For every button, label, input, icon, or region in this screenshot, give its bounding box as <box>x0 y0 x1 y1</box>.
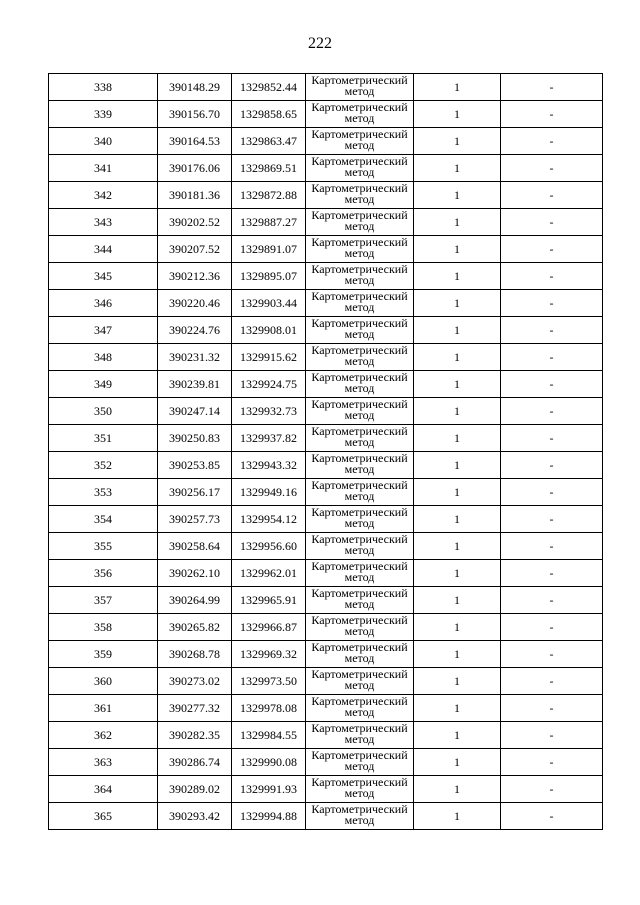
method-cell <box>306 344 414 371</box>
method-cell <box>306 182 414 209</box>
table-row <box>49 533 603 560</box>
note-cell: - <box>501 776 603 803</box>
method-text: Картометрический метод <box>311 74 408 98</box>
point-number-cell: 342 <box>49 182 158 209</box>
x-coordinate-cell: 390231.32 <box>158 344 232 371</box>
point-number-cell: 339 <box>49 101 158 128</box>
y-coordinate-cell: 1329994.88 <box>232 803 306 830</box>
precision-cell: 1 <box>414 641 501 668</box>
point-number-cell: 338 <box>49 74 158 101</box>
method-cell <box>306 560 414 587</box>
method-text: Картометрический метод <box>311 803 408 827</box>
method-text: Картометрический метод <box>311 641 408 665</box>
table-row <box>49 587 603 614</box>
precision-cell: 1 <box>414 74 501 101</box>
note-cell: - <box>501 452 603 479</box>
y-coordinate-cell: 1329937.82 <box>232 425 306 452</box>
method-cell <box>306 371 414 398</box>
method-text: Картометрический метод <box>311 614 408 638</box>
method-text: Картометрический метод <box>311 479 408 503</box>
table-row <box>49 290 603 317</box>
note-cell: - <box>501 560 603 587</box>
x-coordinate-cell: 390256.17 <box>158 479 232 506</box>
y-coordinate-cell: 1329969.32 <box>232 641 306 668</box>
precision-cell: 1 <box>414 425 501 452</box>
method-cell <box>306 479 414 506</box>
y-coordinate-cell: 1329984.55 <box>232 722 306 749</box>
table-row <box>49 155 603 182</box>
table-row <box>49 236 603 263</box>
precision-cell: 1 <box>414 695 501 722</box>
x-coordinate-cell: 390181.36 <box>158 182 232 209</box>
method-cell <box>306 398 414 425</box>
point-number-cell: 359 <box>49 641 158 668</box>
point-number-cell: 358 <box>49 614 158 641</box>
point-number-cell: 356 <box>49 560 158 587</box>
point-number-cell: 364 <box>49 776 158 803</box>
y-coordinate-cell: 1329858.65 <box>232 101 306 128</box>
precision-cell: 1 <box>414 614 501 641</box>
method-text: Картометрический метод <box>311 776 408 800</box>
table-row <box>49 668 603 695</box>
x-coordinate-cell: 390282.35 <box>158 722 232 749</box>
x-coordinate-cell: 390277.32 <box>158 695 232 722</box>
note-cell: - <box>501 587 603 614</box>
precision-cell: 1 <box>414 776 501 803</box>
point-number-cell: 340 <box>49 128 158 155</box>
method-cell <box>306 425 414 452</box>
precision-cell: 1 <box>414 209 501 236</box>
point-number-cell: 353 <box>49 479 158 506</box>
note-cell: - <box>501 803 603 830</box>
note-cell: - <box>501 749 603 776</box>
y-coordinate-cell: 1329924.75 <box>232 371 306 398</box>
method-text: Картометрический метод <box>311 749 408 773</box>
table-row <box>49 317 603 344</box>
method-text: Картометрический метод <box>311 506 408 530</box>
precision-cell: 1 <box>414 317 501 344</box>
y-coordinate-cell: 1329932.73 <box>232 398 306 425</box>
method-cell <box>306 263 414 290</box>
method-text: Картометрический метод <box>311 209 408 233</box>
x-coordinate-cell: 390293.42 <box>158 803 232 830</box>
method-text: Картометрический метод <box>311 290 408 314</box>
x-coordinate-cell: 390148.29 <box>158 74 232 101</box>
note-cell: - <box>501 155 603 182</box>
x-coordinate-cell: 390265.82 <box>158 614 232 641</box>
method-cell <box>306 641 414 668</box>
table-row <box>49 344 603 371</box>
note-cell: - <box>501 722 603 749</box>
method-text: Картометрический метод <box>311 425 408 449</box>
y-coordinate-cell: 1329956.60 <box>232 533 306 560</box>
table-row <box>49 614 603 641</box>
note-cell: - <box>501 425 603 452</box>
y-coordinate-cell: 1329908.01 <box>232 317 306 344</box>
point-number-cell: 344 <box>49 236 158 263</box>
y-coordinate-cell: 1329887.27 <box>232 209 306 236</box>
y-coordinate-cell: 1329869.51 <box>232 155 306 182</box>
note-cell: - <box>501 641 603 668</box>
y-coordinate-cell: 1329973.50 <box>232 668 306 695</box>
method-text: Картометрический метод <box>311 695 408 719</box>
method-text: Картометрический метод <box>311 533 408 557</box>
precision-cell: 1 <box>414 803 501 830</box>
method-text: Картометрический метод <box>311 101 408 125</box>
coordinates-table <box>48 73 603 830</box>
note-cell: - <box>501 236 603 263</box>
precision-cell: 1 <box>414 236 501 263</box>
method-text: Картометрический метод <box>311 587 408 611</box>
table-row <box>49 776 603 803</box>
y-coordinate-cell: 1329949.16 <box>232 479 306 506</box>
point-number-cell: 360 <box>49 668 158 695</box>
y-coordinate-cell: 1329863.47 <box>232 128 306 155</box>
x-coordinate-cell: 390264.99 <box>158 587 232 614</box>
table-row <box>49 803 603 830</box>
method-text: Картометрический метод <box>311 722 408 746</box>
x-coordinate-cell: 390247.14 <box>158 398 232 425</box>
x-coordinate-cell: 390253.85 <box>158 452 232 479</box>
table-row <box>49 722 603 749</box>
method-cell <box>306 317 414 344</box>
point-number-cell: 355 <box>49 533 158 560</box>
note-cell: - <box>501 101 603 128</box>
x-coordinate-cell: 390258.64 <box>158 533 232 560</box>
note-cell: - <box>501 263 603 290</box>
y-coordinate-cell: 1329891.07 <box>232 236 306 263</box>
table-row <box>49 695 603 722</box>
note-cell: - <box>501 371 603 398</box>
method-cell <box>306 722 414 749</box>
method-text: Картометрический метод <box>311 398 408 422</box>
table-row <box>49 398 603 425</box>
note-cell: - <box>501 533 603 560</box>
note-cell: - <box>501 128 603 155</box>
page-number: 222 <box>308 35 332 52</box>
method-cell <box>306 587 414 614</box>
point-number-cell: 351 <box>49 425 158 452</box>
note-cell: - <box>501 182 603 209</box>
method-cell <box>306 74 414 101</box>
table-row <box>49 128 603 155</box>
method-cell <box>306 533 414 560</box>
point-number-cell: 343 <box>49 209 158 236</box>
method-cell <box>306 695 414 722</box>
x-coordinate-cell: 390250.83 <box>158 425 232 452</box>
table-row <box>49 371 603 398</box>
precision-cell: 1 <box>414 560 501 587</box>
precision-cell: 1 <box>414 506 501 533</box>
x-coordinate-cell: 390273.02 <box>158 668 232 695</box>
y-coordinate-cell: 1329903.44 <box>232 290 306 317</box>
method-cell <box>306 128 414 155</box>
method-cell <box>306 452 414 479</box>
point-number-cell: 345 <box>49 263 158 290</box>
point-number-cell: 346 <box>49 290 158 317</box>
x-coordinate-cell: 390156.70 <box>158 101 232 128</box>
method-text: Картометрический метод <box>311 668 408 692</box>
method-cell <box>306 803 414 830</box>
point-number-cell: 361 <box>49 695 158 722</box>
precision-cell: 1 <box>414 101 501 128</box>
note-cell: - <box>501 209 603 236</box>
method-text: Картометрический метод <box>311 182 408 206</box>
note-cell: - <box>501 479 603 506</box>
y-coordinate-cell: 1329990.08 <box>232 749 306 776</box>
table-row <box>49 182 603 209</box>
note-cell: - <box>501 290 603 317</box>
method-cell <box>306 776 414 803</box>
method-text: Картометрический метод <box>311 344 408 368</box>
table-row <box>49 209 603 236</box>
table-row <box>49 101 603 128</box>
precision-cell: 1 <box>414 479 501 506</box>
precision-cell: 1 <box>414 263 501 290</box>
precision-cell: 1 <box>414 587 501 614</box>
table-row <box>49 506 603 533</box>
point-number-cell: 348 <box>49 344 158 371</box>
note-cell: - <box>501 74 603 101</box>
method-text: Картометрический метод <box>311 236 408 260</box>
precision-cell: 1 <box>414 398 501 425</box>
y-coordinate-cell: 1329966.87 <box>232 614 306 641</box>
x-coordinate-cell: 390176.06 <box>158 155 232 182</box>
method-text: Картометрический метод <box>311 452 408 476</box>
method-text: Картометрический метод <box>311 317 408 341</box>
x-coordinate-cell: 390220.46 <box>158 290 232 317</box>
y-coordinate-cell: 1329852.44 <box>232 74 306 101</box>
table-row <box>49 425 603 452</box>
table-row <box>49 749 603 776</box>
coordinates-table-body <box>49 74 603 830</box>
y-coordinate-cell: 1329872.88 <box>232 182 306 209</box>
note-cell: - <box>501 317 603 344</box>
method-cell <box>306 155 414 182</box>
y-coordinate-cell: 1329965.91 <box>232 587 306 614</box>
method-cell <box>306 101 414 128</box>
precision-cell: 1 <box>414 155 501 182</box>
y-coordinate-cell: 1329962.01 <box>232 560 306 587</box>
point-number-cell: 350 <box>49 398 158 425</box>
precision-cell: 1 <box>414 749 501 776</box>
x-coordinate-cell: 390257.73 <box>158 506 232 533</box>
x-coordinate-cell: 390164.53 <box>158 128 232 155</box>
point-number-cell: 347 <box>49 317 158 344</box>
method-cell <box>306 290 414 317</box>
precision-cell: 1 <box>414 290 501 317</box>
note-cell: - <box>501 344 603 371</box>
x-coordinate-cell: 390289.02 <box>158 776 232 803</box>
y-coordinate-cell: 1329915.62 <box>232 344 306 371</box>
table-row <box>49 452 603 479</box>
point-number-cell: 363 <box>49 749 158 776</box>
method-cell <box>306 506 414 533</box>
precision-cell: 1 <box>414 128 501 155</box>
x-coordinate-cell: 390268.78 <box>158 641 232 668</box>
method-cell <box>306 209 414 236</box>
x-coordinate-cell: 390207.52 <box>158 236 232 263</box>
y-coordinate-cell: 1329943.32 <box>232 452 306 479</box>
point-number-cell: 352 <box>49 452 158 479</box>
method-cell <box>306 749 414 776</box>
table-row <box>49 641 603 668</box>
x-coordinate-cell: 390202.52 <box>158 209 232 236</box>
method-text: Картометрический метод <box>311 128 408 152</box>
note-cell: - <box>501 668 603 695</box>
method-cell <box>306 236 414 263</box>
table-row <box>49 263 603 290</box>
method-cell <box>306 668 414 695</box>
point-number-cell: 349 <box>49 371 158 398</box>
point-number-cell: 341 <box>49 155 158 182</box>
precision-cell: 1 <box>414 344 501 371</box>
precision-cell: 1 <box>414 668 501 695</box>
y-coordinate-cell: 1329991.93 <box>232 776 306 803</box>
y-coordinate-cell: 1329978.08 <box>232 695 306 722</box>
precision-cell: 1 <box>414 533 501 560</box>
point-number-cell: 357 <box>49 587 158 614</box>
method-cell <box>306 614 414 641</box>
note-cell: - <box>501 614 603 641</box>
method-text: Картометрический метод <box>311 263 408 287</box>
note-cell: - <box>501 398 603 425</box>
point-number-cell: 365 <box>49 803 158 830</box>
x-coordinate-cell: 390262.10 <box>158 560 232 587</box>
table-row <box>49 74 603 101</box>
precision-cell: 1 <box>414 371 501 398</box>
x-coordinate-cell: 390286.74 <box>158 749 232 776</box>
point-number-cell: 362 <box>49 722 158 749</box>
precision-cell: 1 <box>414 182 501 209</box>
method-text: Картометрический метод <box>311 371 408 395</box>
note-cell: - <box>501 695 603 722</box>
x-coordinate-cell: 390239.81 <box>158 371 232 398</box>
note-cell: - <box>501 506 603 533</box>
point-number-cell: 354 <box>49 506 158 533</box>
y-coordinate-cell: 1329895.07 <box>232 263 306 290</box>
x-coordinate-cell: 390224.76 <box>158 317 232 344</box>
method-text: Картометрический метод <box>311 560 408 584</box>
table-row <box>49 560 603 587</box>
precision-cell: 1 <box>414 722 501 749</box>
precision-cell: 1 <box>414 452 501 479</box>
table-row <box>49 479 603 506</box>
x-coordinate-cell: 390212.36 <box>158 263 232 290</box>
method-text: Картометрический метод <box>311 155 408 179</box>
y-coordinate-cell: 1329954.12 <box>232 506 306 533</box>
